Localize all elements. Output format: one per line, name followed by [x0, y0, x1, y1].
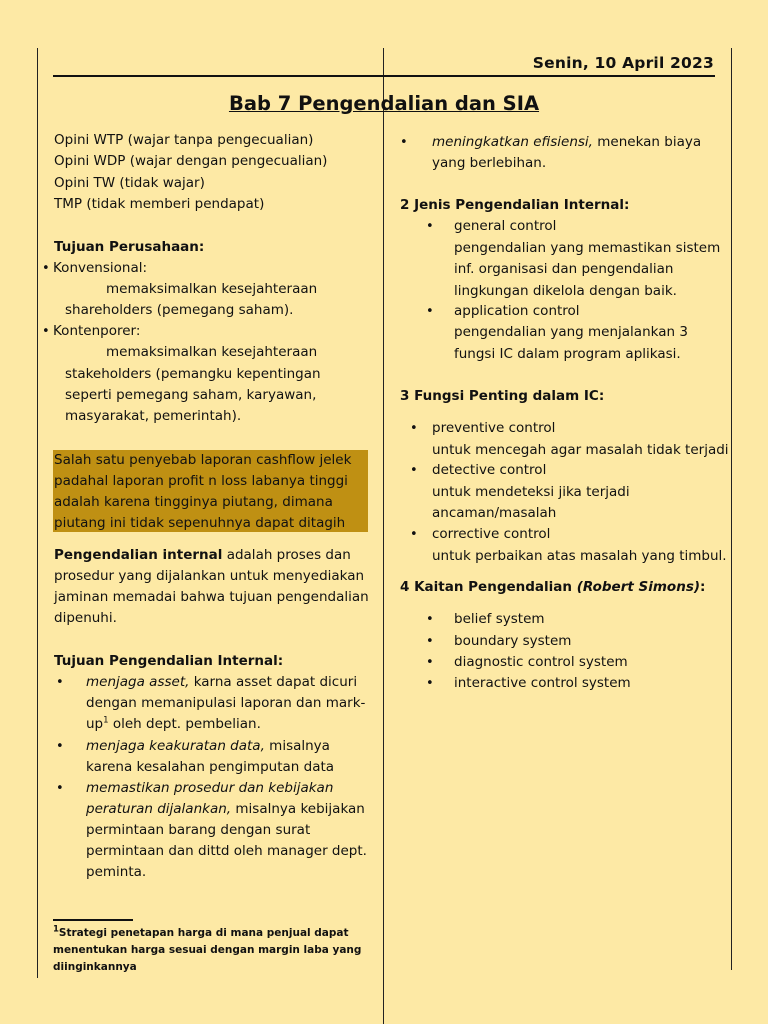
tujuan-pi-item-ital: menjaga keakuratan data, [86, 738, 265, 754]
opini-line: TMP (tidak memberi pendapat) [54, 196, 265, 212]
fungsi-text: untuk mencegah agar masalah tidak terjadi [432, 442, 729, 458]
fungsi-text: ancaman/masalah [432, 505, 557, 521]
tujuan-pi-text-rest: oleh dept. pembelian. [108, 716, 261, 732]
footnote-text [53, 925, 349, 941]
bullet-dot: • [400, 135, 408, 150]
bullet-dot: • [410, 463, 418, 478]
bullet-dot: • [410, 421, 418, 436]
tujuan-pi-item-ital: menjaga asset, [86, 674, 190, 690]
konvensional-label: Konvensional: [53, 260, 148, 276]
kaitan-item: boundary system [454, 633, 572, 649]
highlight-text: adalah karena tingginya piutang, dimana [54, 494, 333, 510]
kontenporer-text: memaksimalkan kesejahteraan [106, 344, 318, 360]
bullet-dot: • [426, 304, 434, 319]
markup-word: up [86, 716, 104, 732]
definition-line [54, 545, 351, 566]
fungsi-item: corrective control [432, 526, 551, 542]
jenis-text: lingkungan dikelola dengan baik. [454, 283, 677, 299]
date-header: Senin, 10 April 2023 [532, 54, 714, 72]
page-title: Bab 7 Pengendalian dan SIA [228, 92, 540, 115]
footnote-mark: 1 [53, 924, 59, 935]
bullet-dot: • [56, 739, 64, 754]
tujuan-pi-heading: Tujuan Pengendalian Internal: [54, 653, 284, 669]
kaitan-item: diagnostic control system [454, 654, 628, 670]
fungsi-text: untuk perbaikan atas masalah yang timbul. [432, 548, 727, 564]
tujuan-pi-item-text: misalnya [264, 738, 330, 754]
kaitan-item: interactive control system [454, 675, 631, 691]
kaitan-heading-text: 4 Kaitan Pengendalian [400, 579, 577, 595]
efisiensi-item [432, 132, 701, 153]
bullet-dot: • [56, 675, 64, 690]
efisiensi-text: menekan biaya [592, 134, 702, 150]
fungsi-heading: 3 Fungsi Penting dalam IC: [400, 388, 605, 404]
right-margin-line [731, 48, 732, 970]
bullet-dot: • [426, 634, 434, 649]
jenis-text: fungsi IC dalam program aplikasi. [454, 346, 681, 362]
definition-text: jaminan memadai bahwa tujuan pengendalian [54, 589, 369, 605]
tujuan-pi-item-text: karna asset dapat dicuri [189, 674, 358, 690]
konvensional-text: memaksimalkan kesejahteraan [106, 281, 318, 297]
fungsi-item: preventive control [432, 420, 556, 436]
footnote-rule [53, 919, 133, 921]
fungsi-item: detective control [432, 462, 547, 478]
left-margin-line [37, 48, 38, 978]
efisiensi-ital: meningkatkan efisiensi, [432, 134, 593, 150]
tujuan-pi-text: permintaan barang dengan surat [86, 822, 311, 838]
jenis-item: application control [454, 303, 580, 319]
tujuan-pi-item-text: misalnya kebijakan [231, 801, 365, 817]
kontenporer-label: Kontenporer: [53, 323, 141, 339]
opini-line: Opini WDP (wajar dengan pengecualian) [54, 153, 328, 169]
definition-text: dipenuhi. [54, 610, 117, 626]
bullet-dot: • [426, 612, 434, 627]
opini-line: Opini WTP (wajar tanpa pengecualian) [54, 132, 314, 148]
tujuan-perusahaan-heading: Tujuan Perusahaan: [54, 239, 205, 255]
footnote-line: menentukan harga sesuai dengan margin laba yang [53, 944, 362, 956]
tujuan-pi-item [86, 799, 365, 820]
kaitan-heading-author: (Robert Simons) [576, 579, 701, 595]
tujuan-pi-text: permintaan dan dittd oleh manager dept. [86, 843, 367, 859]
kontenporer-text: seperti pemegang saham, karyawan, [65, 387, 317, 403]
bullet-dot: • [410, 527, 418, 542]
column-divider-line [383, 48, 384, 1024]
tujuan-pi-item [86, 672, 357, 693]
tujuan-pi-text: dengan memanipulasi laporan dan mark- [86, 695, 366, 711]
highlight-text: piutang ini tidak sepenuhnya dapat ditagih [54, 515, 346, 531]
footnote-line: diinginkannya [53, 961, 137, 973]
jenis-item: general control [454, 218, 557, 234]
jenis-heading: 2 Jenis Pengendalian Internal: [400, 197, 630, 213]
bullet-dot: • [42, 261, 50, 276]
tujuan-pi-item-ital: memastikan prosedur dan kebijakan [86, 780, 334, 796]
tujuan-pi-text: peminta. [86, 864, 147, 880]
bullet-dot: • [426, 676, 434, 691]
tujuan-pi-text: karena kesalahan pengimputan data [86, 759, 335, 775]
efisiensi-text: yang berlebihan. [432, 155, 547, 171]
definition-text: adalah proses dan [222, 547, 351, 563]
kontenporer-text: masyarakat, pemerintah). [65, 408, 242, 424]
fungsi-text: untuk mendeteksi jika terjadi [432, 484, 630, 500]
tujuan-pi-item [86, 736, 330, 757]
kaitan-heading [400, 577, 705, 598]
bullet-dot: • [42, 324, 50, 339]
bullet-dot: • [426, 655, 434, 670]
opini-line: Opini TW (tidak wajar) [54, 175, 205, 191]
definition-term: Pengendalian internal [54, 547, 223, 563]
kaitan-heading-colon: : [700, 579, 706, 595]
jenis-text: pengendalian yang memastikan sistem [454, 240, 721, 256]
tujuan-pi-item-ital: peraturan dijalankan, [86, 801, 232, 817]
bullet-dot: • [56, 781, 64, 796]
jenis-text: inf. organisasi dan pengendalian [454, 261, 674, 277]
jenis-text: pengendalian yang menjalankan 3 [454, 324, 688, 340]
highlight-text: Salah satu penyebab laporan cashflow jelek [54, 452, 352, 468]
footnote-ref[interactable]: 1 [103, 715, 109, 726]
konvensional-text: shareholders (pemegang saham). [65, 302, 294, 318]
definition-text: prosedur yang dijalankan untuk menyediakan [54, 568, 365, 584]
bullet-dot: • [426, 219, 434, 234]
footnote-line: Strategi penetapan harga di mana penjual dapat [58, 927, 349, 939]
kontenporer-text: stakeholders (pemangku kepentingan [65, 366, 321, 382]
tujuan-pi-text [86, 714, 261, 735]
header-rule [53, 75, 715, 77]
kaitan-item: belief system [454, 611, 545, 627]
highlight-text: padahal laporan profit n loss labanya tinggi [54, 473, 348, 489]
